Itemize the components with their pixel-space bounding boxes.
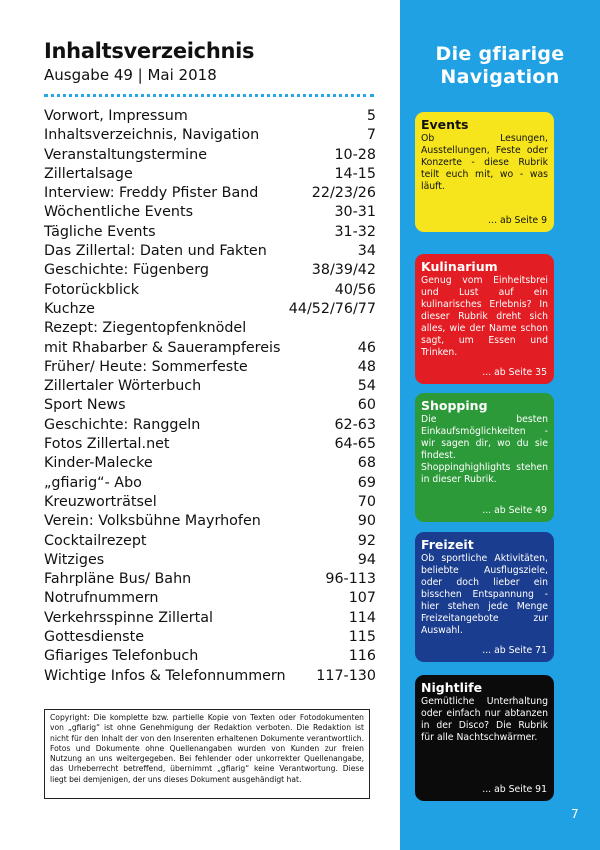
toc-page: 30-31 — [334, 204, 376, 221]
toc-page: 5 — [366, 108, 376, 124]
nav-card-kulinarium[interactable] — [415, 254, 554, 384]
toc-entry[interactable] — [44, 532, 376, 551]
toc-page: 96-113 — [325, 571, 376, 588]
toc-page: 14-15 — [334, 165, 376, 182]
toc-entry[interactable] — [44, 203, 376, 222]
toc-topic: Früher/ Heute: Sommerfeste — [44, 358, 248, 375]
toc-entry[interactable] — [44, 589, 376, 608]
toc-topic: Fotos Zillertal.net — [44, 436, 170, 453]
toc-page: 107 — [348, 590, 376, 607]
toc-topic: Notrufnummern — [44, 590, 159, 607]
toc-entry[interactable] — [44, 146, 376, 165]
toc-topic: Fotorückblick — [44, 281, 140, 298]
toc-topic: Kinder-Malecke — [44, 455, 153, 472]
nav-card-nightlife[interactable] — [415, 675, 554, 801]
card-title: Events — [421, 117, 469, 132]
toc-list — [44, 107, 376, 686]
toc-page: 92 — [357, 532, 376, 549]
toc-entry[interactable] — [44, 184, 376, 203]
copyright-notice: Copyright: Die komplette bzw. partielle Kopie von Texten oder Fotodokumenten von „gfiarig“ ist ohne Genehmigung der Redaktion verboten. Die Redaktion ist nicht für den Inhalt der von den Inserenten erhaltenen Dokumente verantwortlich. Fotos und Dokumente ohne Quellenangaben wurden von Kunden zur freien Nutzung an uns weitergegeben. Bei fehlender oder unkorrekter Quellenangabe, das Urheberrecht betreffend, übernimmt „gfiarig“ keine Verantwortung. Diese liegt bei demjenigen, der uns dieses Dokument ausgehändigt hat. — [44, 709, 370, 799]
toc-entry[interactable] — [44, 667, 376, 686]
toc-page: 94 — [357, 551, 376, 568]
card-title: Freizeit — [421, 537, 474, 552]
toc-page: 10-28 — [334, 146, 376, 163]
toc-topic: Inhaltsverzeichnis, Navigation — [44, 127, 260, 144]
card-text: Genug vom Einheitsbrei und Lust auf ein kulinarisches Erlebnis? In dieser Rubrik dreht sich alles, wie der Name schon sagt, um Essen und Trinken. — [421, 275, 548, 358]
toc-page: 115 — [348, 629, 376, 646]
navigation-heading-line2: Navigation — [440, 66, 560, 88]
toc-topic: Gfiariges Telefonbuch — [44, 648, 199, 665]
toc-page: 117-130 — [316, 667, 376, 684]
card-title: Kulinarium — [421, 259, 498, 274]
toc-topic: Geschichte: Fügenberg — [44, 262, 209, 279]
card-page-ref[interactable]: ... ab Seite 71 — [482, 645, 547, 656]
toc-topic: Veranstaltungstermine — [44, 146, 207, 163]
toc-topic: Interview: Freddy Pfister Band — [44, 185, 259, 202]
card-page-ref[interactable]: ... ab Seite 35 — [482, 367, 547, 378]
toc-entry[interactable] — [44, 551, 376, 570]
page-number: 7 — [571, 807, 579, 821]
toc-entry[interactable] — [44, 647, 376, 666]
nav-card-events[interactable] — [415, 112, 554, 232]
toc-entry[interactable] — [44, 512, 376, 531]
toc-page: 54 — [357, 378, 376, 395]
toc-topic: „gfiarig“- Abo — [44, 474, 142, 491]
toc-entry[interactable] — [44, 107, 376, 126]
toc-entry[interactable] — [44, 281, 376, 300]
toc-entry[interactable] — [44, 416, 376, 435]
toc-entry[interactable] — [44, 377, 376, 396]
toc-page: 114 — [348, 609, 376, 626]
nav-card-shopping[interactable] — [415, 393, 554, 522]
toc-topic: Fahrpläne Bus/ Bahn — [44, 571, 192, 588]
toc-entry[interactable] — [44, 570, 376, 589]
card-page-ref[interactable]: ... ab Seite 9 — [488, 215, 547, 226]
toc-topic — [44, 319, 280, 358]
toc-topic: Witziges — [44, 551, 105, 568]
toc-entry[interactable] — [44, 126, 376, 145]
toc-page: 90 — [357, 513, 376, 530]
toc-entry[interactable] — [44, 435, 376, 454]
toc-topic-line: Rezept: Ziegentopfenknödel — [44, 320, 247, 337]
toc-page: 38/39/42 — [311, 262, 376, 279]
toc-entry[interactable] — [44, 319, 376, 358]
card-text: Ob sportliche Aktivitäten, beliebte Ausflugsziele, oder doch lieber ein bisschen Entspannung - hier stehen jede Menge Freizeitangebote zur Auswahl. — [421, 553, 548, 636]
toc-page: 116 — [348, 648, 376, 665]
toc-topic: Sport News — [44, 397, 126, 414]
toc-entry[interactable] — [44, 628, 376, 647]
toc-entry[interactable] — [44, 474, 376, 493]
toc-topic: Wöchentliche Events — [44, 204, 194, 221]
toc-topic: Vorwort, Impressum — [44, 108, 188, 124]
toc-entry[interactable] — [44, 454, 376, 473]
card-text: Die besten Einkaufsmöglichkeiten - wir sagen dir, wo du sie findest. Shoppinghighlights stehen in dieser Rubrik. — [421, 414, 548, 485]
page-title: Inhaltsverzeichnis — [44, 39, 255, 63]
toc-page: 31-32 — [334, 223, 376, 240]
toc-page: 60 — [357, 397, 376, 414]
card-title: Nightlife — [421, 680, 483, 695]
nav-card-freizeit[interactable] — [415, 532, 554, 662]
card-text: Ob Lesungen, Ausstellungen, Feste oder Konzerte - diese Rubrik teilt euch mit, wo - was läuft. — [421, 133, 548, 192]
toc-entry[interactable] — [44, 493, 376, 512]
card-page-ref[interactable]: ... ab Seite 49 — [482, 505, 547, 516]
toc-page: 22/23/26 — [311, 185, 376, 202]
card-text: Gemütliche Unterhaltung oder einfach nur abtanzen in der Disco? Die Rubrik für alle Nachtschwärmer. — [421, 696, 548, 743]
toc-topic: Geschichte: Ranggeln — [44, 416, 201, 433]
navigation-heading-line1: Die gfiarige — [435, 43, 565, 65]
toc-topic: Kuchze — [44, 300, 95, 317]
card-title: Shopping — [421, 398, 488, 413]
toc-page: 64-65 — [334, 436, 376, 453]
toc-page: 70 — [357, 493, 376, 510]
toc-topic: Das Zillertal: Daten und Fakten — [44, 243, 267, 260]
toc-page: 68 — [357, 455, 376, 472]
toc-page: 48 — [357, 358, 376, 375]
toc-topic: Wichtige Infos & Telefonnummern — [44, 667, 286, 684]
toc-topic: Verkehrsspinne Zillertal — [44, 609, 213, 626]
toc-entry[interactable] — [44, 609, 376, 628]
toc-page: 7 — [366, 127, 376, 144]
toc-entry[interactable] — [44, 261, 376, 280]
toc-topic: Tägliche Events — [44, 223, 156, 240]
toc-entry[interactable] — [44, 165, 376, 184]
navigation-heading — [400, 43, 600, 89]
toc-entry[interactable] — [44, 358, 376, 377]
toc-page: 44/52/76/77 — [288, 300, 376, 317]
toc-topic-line: mit Rhabarber & Sauerampfereis — [44, 339, 281, 356]
toc-page: 62-63 — [334, 416, 376, 433]
dotted-divider — [44, 94, 374, 97]
toc-topic: Gottesdienste — [44, 629, 145, 646]
card-page-ref[interactable]: ... ab Seite 91 — [482, 784, 547, 795]
toc-topic: Kreuzworträtsel — [44, 493, 157, 510]
toc-page: 40/56 — [334, 281, 376, 298]
toc-entry[interactable] — [44, 300, 376, 319]
toc-entry[interactable] — [44, 223, 376, 242]
issue-info: Ausgabe 49 | Mai 2018 — [44, 66, 217, 84]
toc-topic: Zillertaler Wörterbuch — [44, 378, 202, 395]
toc-topic: Zillertalsage — [44, 165, 133, 182]
toc-entry[interactable] — [44, 242, 376, 261]
toc-topic: Cocktailrezept — [44, 532, 147, 549]
toc-page: 34 — [357, 243, 376, 260]
toc-page: 69 — [357, 474, 376, 491]
toc-page: 46 — [357, 339, 376, 356]
toc-topic: Verein: Volksbühne Mayrhofen — [44, 513, 261, 530]
toc-entry[interactable] — [44, 396, 376, 415]
